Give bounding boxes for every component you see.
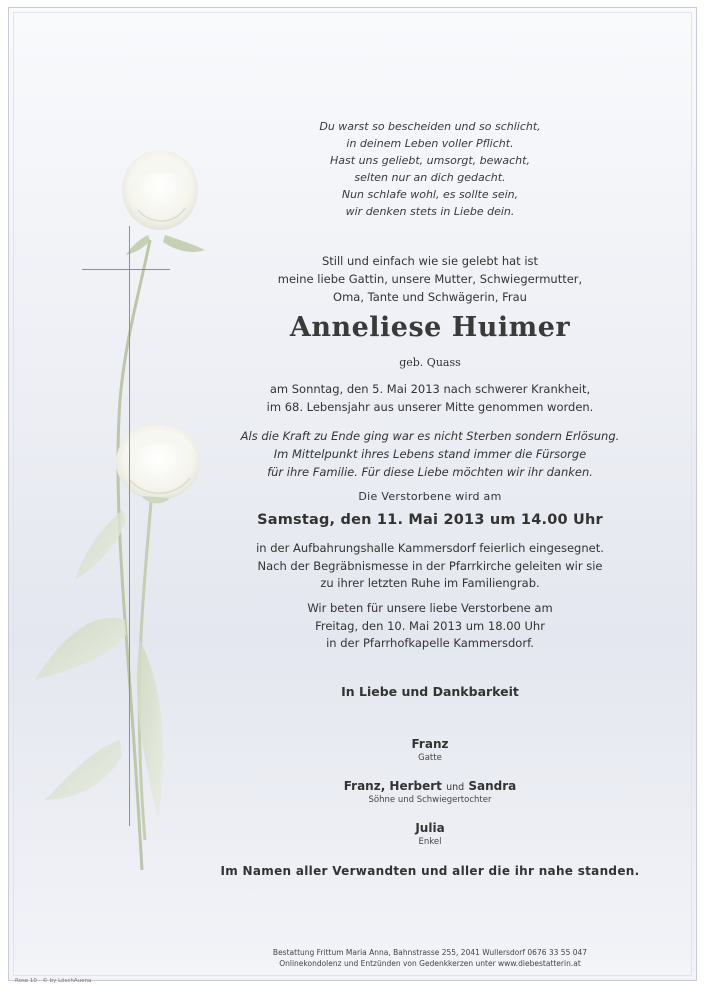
funeral-details [150,540,707,593]
poem-line: Nun schlafe wohl, es sollte sein, [341,188,519,201]
mourner-name: Franz [411,737,449,751]
intro-text [150,252,707,306]
image-credit: Rose 10 - © by LöschAuena [15,978,92,984]
prayer-line: in der Pfarrhofkapelle Kammersdorf. [326,636,534,650]
intro-line: Oma, Tante und Schwägerin, Frau [333,290,527,304]
mourner-name [150,779,707,793]
intro-line: Still und einfach wie sie gelebt hat ist [321,254,539,268]
prayer-line: Freitag, den 10. Mai 2013 um 18.00 Uhr [315,618,545,633]
death-line: am Sonntag, den 5. Mai 2013 nach schwerer Krankheit, [269,382,591,396]
funeral-line: zu ihrer letzten Ruhe im Familiengrab. [320,576,540,590]
funeral-announcement: Die Verstorbene wird am [358,490,502,503]
mourner-relation: Gatte [418,753,442,763]
poem-line: selten nur an dich gedacht. [354,171,506,184]
mourner-relation: Enkel [418,837,442,847]
death-line: im 68. Lebensjahr aus unserer Mitte genommen worden. [266,400,594,414]
relatives-line: Im Namen aller Verwandten und aller die ihr nahe standen. [220,864,640,878]
undertaker-footer [150,947,707,969]
funeral-line: in der Aufbahrungshalle Kammersdorf feierlich eingesegnet. [256,541,604,555]
thanks-heading: In Liebe und Dankbarkeit [341,684,519,699]
prayer-line: Wir beten für unsere liebe Verstorbene am [307,601,553,615]
footer-line: Bestattung Frittum Maria Anna, Bahnstrasse 255, 2041 Wullersdorf 0676 33 55 047 [272,948,588,957]
poem-line: wir denken stets in Liebe dein. [345,205,515,218]
mourner-children [150,779,707,805]
cross-vertical [129,226,130,826]
intro-line: meine liebe Gattin, unsere Mutter, Schwiegermutter, [277,272,583,286]
poem-line: Hast uns geliebt, umsorgt, bewacht, [330,154,530,167]
quote-line: für ihre Familie. Für diese Liebe möchten wir ihr danken. [267,465,593,479]
poem-line: Du warst so bescheiden und so schlicht, [319,120,541,133]
footer-line: Onlinekondolenz und Entzünden von Gedenkkerzen unter www.diebestatterin.at [279,959,581,968]
mourner-husband [150,737,707,763]
mourner-name: Julia [415,821,445,835]
funeral-line: Nach der Begräbnismesse in der Pfarrkirche geleiten wir sie [257,558,603,573]
mourner-name-a: Franz, Herbert [343,779,442,793]
quote-line: Als die Kraft zu Ende ging war es nicht Sterben sondern Erlösung. [240,429,620,443]
death-notice [150,380,707,416]
mourner-grandchild [150,821,707,847]
funeral-date: Samstag, den 11. Mai 2013 um 14.00 Uhr [257,512,603,528]
mourner-name-b: Sandra [468,779,517,793]
white-roses-illustration [30,140,220,880]
mourner-und: und [446,782,465,793]
prayer-details [150,600,707,653]
quote-line: Im Mittelpunkt ihres Lebens stand immer die Fürsorge [273,447,587,461]
mourner-relation: Söhne und Schwiegertochter [368,795,492,805]
memorial-quote [150,427,707,481]
poem [150,118,707,220]
poem-line: in deinem Leben voller Pflicht. [346,137,514,150]
deceased-name: Anneliese Huimer [289,312,571,343]
maiden-name: geb. Quass [399,356,461,369]
